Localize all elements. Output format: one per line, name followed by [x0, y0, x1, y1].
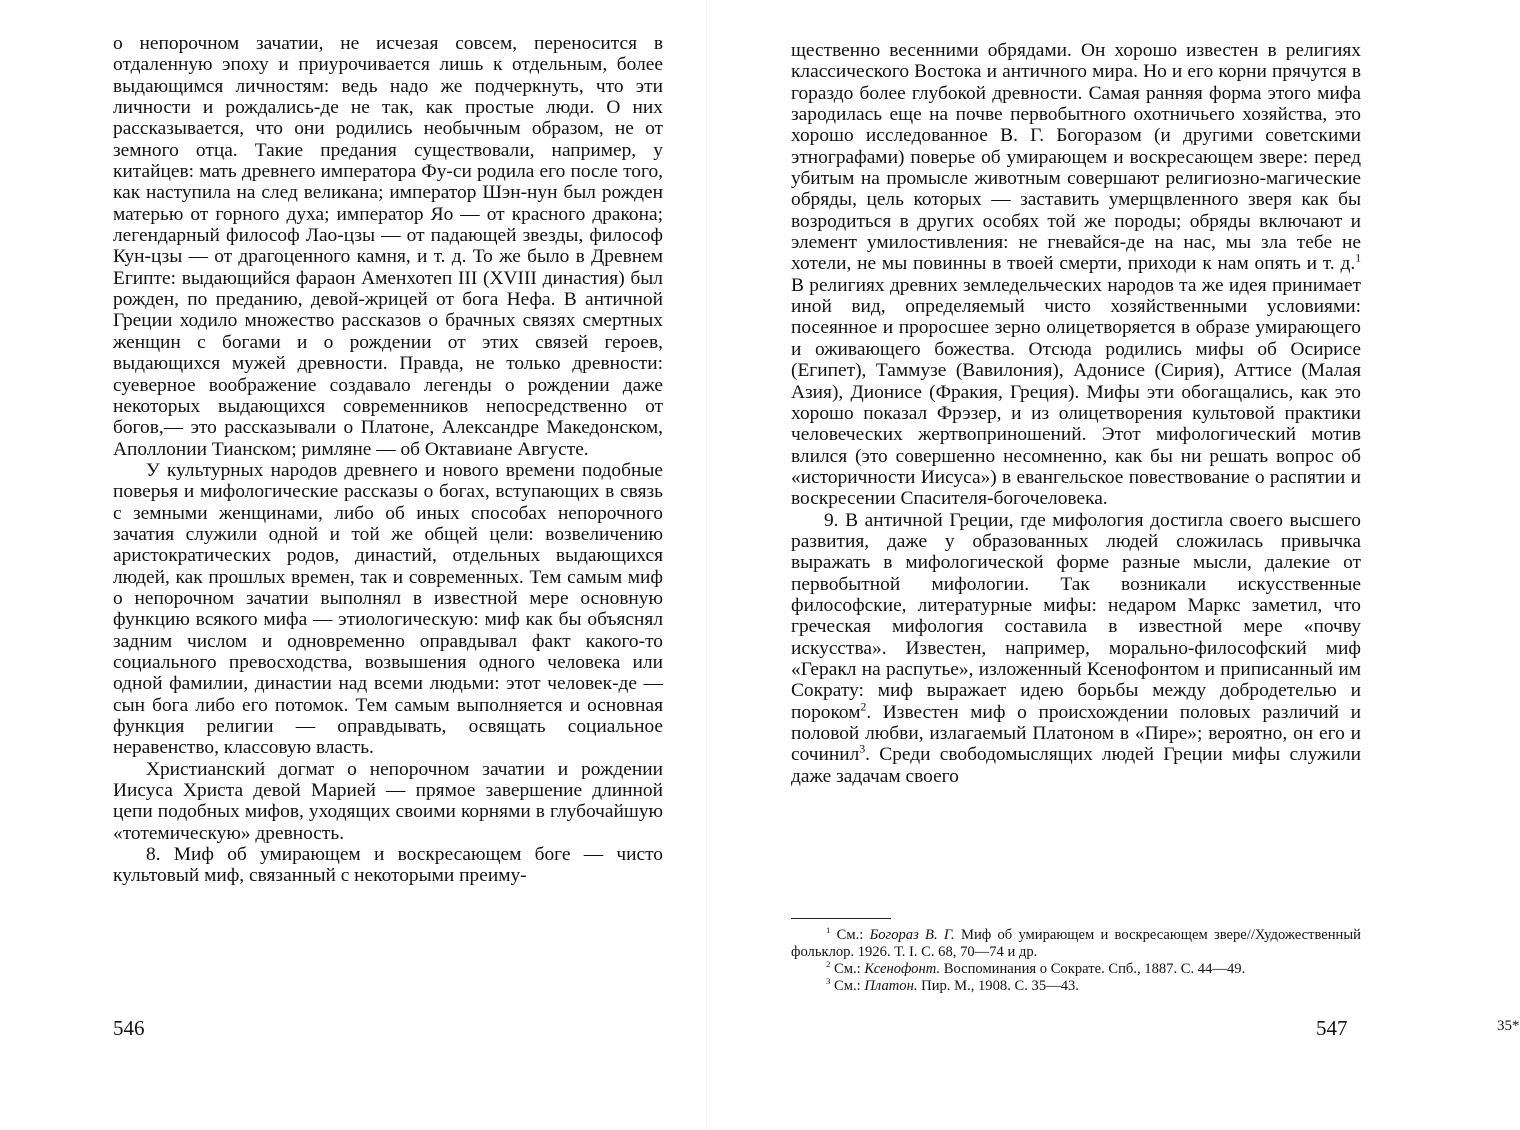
footnote	[791, 961, 1361, 978]
paragraph-text: . Известен миф о происхождении половых различий и половой любви, излагаемый Платоном в «Пире»; вероятно, он его и сочинил	[791, 701, 1361, 766]
page-number: 546	[113, 1016, 145, 1040]
footnote-mark: 2	[826, 959, 831, 970]
paragraph-text: . Среди свободомыслящих людей Греции мифы служили даже задачам своего	[791, 744, 1361, 787]
footnotes	[791, 918, 1361, 995]
footnote	[791, 978, 1361, 995]
footnote-author: Ксенофонт.	[864, 961, 941, 977]
footnote-prefix: См.:	[830, 961, 865, 977]
footnote-ref[interactable]: 1	[1355, 251, 1361, 265]
page-number: 547	[1316, 1016, 1348, 1040]
paragraph	[791, 40, 1361, 510]
footnote-text: Воспоминания о Сократе. Спб., 1887. С. 44—49.	[940, 961, 1246, 977]
footnote-prefix: См.:	[830, 978, 865, 994]
paragraph	[791, 510, 1361, 787]
printer-signature: 35*	[1497, 1018, 1520, 1034]
footnote	[791, 927, 1361, 961]
paragraph: о непорочном зачатии, не исчезая совсем, переносится в отдаленную эпоху и приурочивается лишь к отдельным, более выдающимся личностям: ведь надо же подчеркнуть, что эти личности и рождались-де не так, как простые люди. О них рассказывается, что они родились необычным образом, не от земного отца. Такие предания существовали, например, у китайцев: мать древнего императора Фу-си родила его после того, как наступила на след великана; император Шэн-нун был рожден матерью от горного духа; император Яо — от красного дракона; легендарный философ Лао-цзы — от падающей звезды, философ Кун-цзы — от драгоценного камня, и т. д. То же было в Древнем Египте: выдающийся фараон Аменхотеп III (XVIII династия) был рожден, по преданию, девой-жрицей от бога Нефа. В античной Греции ходило множество рассказов о брачных связях смертных женщин с богами и о рождении от этих связей героев, выдающихся мужей древности. Правда, не только древности: суеверное воображение создавало легенды о рождении даже некоторых выдающихся современников непосредственно от богов,— это рассказывали о Платоне, Александре Македонском, Аполлонии Тианском; римляне — об Октавиане Августе.	[113, 33, 663, 460]
footnote-mark: 3	[826, 976, 831, 987]
footnote-prefix: См.:	[830, 927, 870, 943]
footnote-text: Пир. М., 1908. С. 35—43.	[917, 978, 1079, 994]
left-page	[0, 0, 706, 1130]
paragraph-text: В религиях древних земледельческих народов та же идея принимает иной вид, определяемый чисто хозяйственными условиями: посеянное и проросшее зерно олицетворяется в образе умирающего и оживающего божества. Отсюда родились мифы об Осирисе (Египет), Таммузе (Вавилония), Адонисе (Сирия), Аттисе (Малая Азия), Дионисе (Фракия, Греция). Мифы эти обогащались, как это хорошо показал Фрэзер, и из олицетворения культовой практики человеческих жертвоприношений. Этот мифологический мотив влился (это совершенно несомненно, как бы ни решать вопрос об «историчности Иисуса») в евангельское повествование о распятии и воскресении Спасителя-богочеловека.	[791, 274, 1361, 510]
footnote-ref[interactable]: 2	[860, 700, 867, 714]
footnote-mark: 1	[826, 925, 831, 936]
paragraph: 8. Миф об умирающем и воскресающем боге — чисто культовый миф, связанный с некоторыми преиму-	[113, 844, 663, 887]
left-text-column	[113, 34, 663, 887]
right-page	[706, 0, 1520, 1130]
footnote-rule	[791, 918, 891, 919]
paragraph: Христианский догмат о непорочном зачатии и рождении Иисуса Христа девой Марией — прямое завершение длинной цепи подобных мифов, уходящих своими корнями в глубочайшую «тотемическую» древность.	[113, 758, 663, 844]
right-text-column	[791, 40, 1361, 787]
paragraph-text: щественно весенними обрядами. Он хорошо известен в религиях классического Востока и античного мира. Но и его корни прячутся в гораздо более глубокой древности. Самая ранняя форма этого мифа зародилась еще на почве первобытного охотничьего хозяйства, это хорошо исследованное В. Г. Богоразом (и другими советскими этнографами) поверье об умирающем и воскресающем звере: перед убитым на промысле животным совершают религиозно-магические обряды, цель которых — заставить умерщвленного зверя как бы возродиться в других особях той же породы; обряды включают и элемент умилостивления: не гневайся-де на нас, мы зла тебе не хотели, не мы повинны в твоей смерти, приходи к нам опять и т. д.	[791, 40, 1361, 275]
footnote-author: Богораз В. Г.	[869, 927, 955, 943]
paragraph-text: 9. В античной Греции, где мифология достигла своего высшего развития, даже у образованных людей сложилась привычка выражать в мифологической форме разные мысли, далекие от первобытной мифологии. Так возникали искусственные философские, литературные мифы: недаром Маркс заметил, что греческая мифология составила в известной мере «почву искусства». Известен, например, морально-философский миф «Геракл на распутье», изложенный Ксенофонтом и приписанный им Сократу: миф выражает идею борьбы между добродетелью и пороком	[791, 509, 1361, 723]
footnote-ref[interactable]: 3	[859, 742, 866, 756]
footnote-text: Миф об умирающем и воскресающем звере//Художественный фольклор. 1926. Т. I. С. 68, 70—74 и др.	[791, 927, 1361, 960]
footnote-author: Платон.	[864, 978, 918, 994]
paragraph: У культурных народов древнего и нового времени подобные поверья и мифологические рассказы о богах, вступающих в связь с земными женщинами, либо об иных способах непорочного зачатия служили одной и той же общей цели: возвеличению аристократических родов, династий, отдельных выдающихся людей, как прошлых времен, так и современных. Тем самым миф о непорочном зачатии выполнял в известной мере основную функцию всякого мифа — этиологическую: миф как бы объяснял задним числом и одновременно оправдывал факт какого-то социального превосходства, возвышения одного человека или одной фамилии, династии над всеми людьми: этот человек-де — сын бога либо его потомок. Тем самым выполняется и основная функция религии — оправдывать, освящать социальное неравенство, классовую власть.	[113, 459, 663, 759]
